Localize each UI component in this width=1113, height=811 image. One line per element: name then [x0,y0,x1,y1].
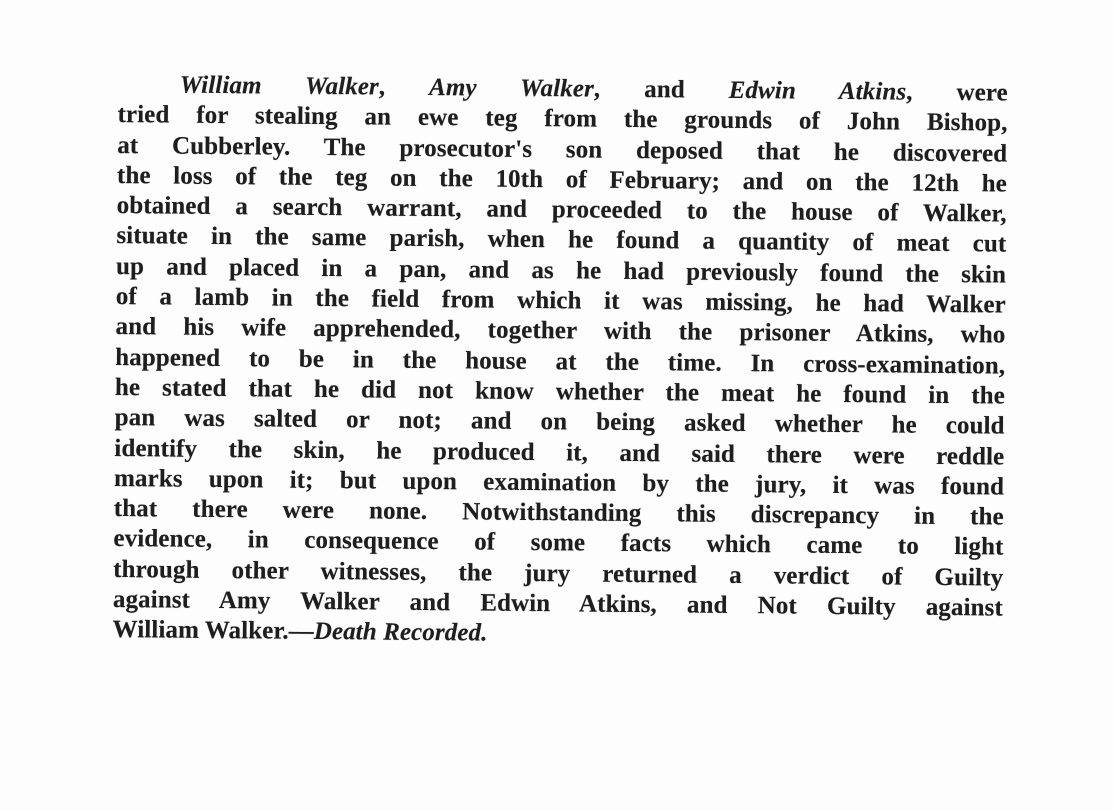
text-run: of a lamb in the field from which it was missing, he had Walker [115,283,1006,319]
italic-text: Amy Walker [428,73,594,103]
text-run: , [378,73,430,101]
text-run: pan was salted or not; and on being asked whether he could [114,404,1005,440]
text-run: , were [906,78,1008,107]
text-run: at Cubberley. The prosecutor's son deposed that he discovered [117,131,1008,168]
text-run: obtained a search warrant, and proceeded to the house of Walker, [116,192,1007,228]
text-run: William Walker.— [112,616,314,646]
text-run: he stated that he did not know whether the meat he found in the [114,373,1006,410]
text-run: against Amy Walker and Edwin Atkins, and Not Guilty against [112,586,1004,622]
text-run: and his wife apprehended, together with the prisoner Atkins, who [115,313,1006,349]
italic-text: Death Recorded. [313,618,488,647]
text-run: the loss of the teg on the 10th of February; and on the 12th he [116,161,1008,198]
text-run: evidence, in consequence of some facts which came to light [113,525,1004,561]
text-run: that there were none. Notwithstanding this discrepancy in the [113,495,1004,531]
text-run: happened to be in the house at the time. In cross-examination, [115,343,1006,380]
italic-text: William Walker [179,71,379,101]
text-run: , and [593,75,729,104]
newspaper-clipping-text [112,70,1007,654]
text-run: identify the skin, he produced it, and said there were reddle [114,434,1005,471]
text-run: tried for stealing an ewe teg from the grounds of John Bishop, [117,101,1008,137]
text-run: through other witnesses, the jury returned a verdict of Guilty [113,555,1004,592]
text-run: situate in the same parish, when he found a quantity of meat cut [116,222,1007,259]
text-run: up and placed in a pan, and as he had previously found the skin [115,252,1007,289]
italic-text: Edwin Atkins [728,76,907,106]
text-run: marks upon it; but upon examination by the jury, it was found [113,464,1005,501]
